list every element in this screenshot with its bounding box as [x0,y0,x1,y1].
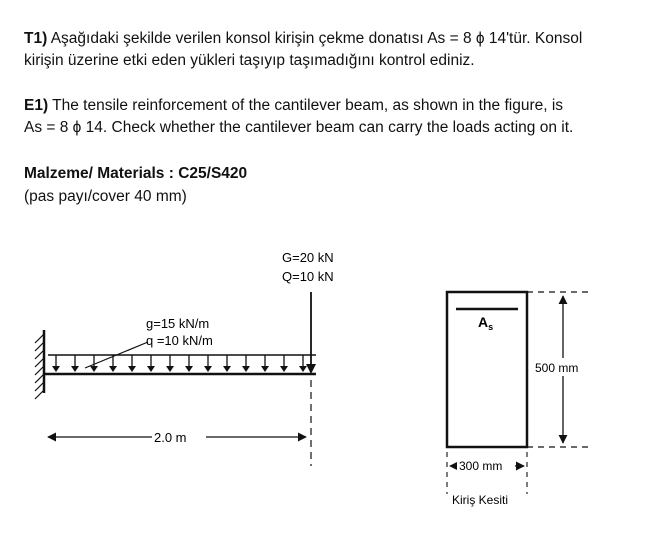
problem-en-line1: E1) The tensile reinforcement of the cantilever beam, as shown in the figure, is [24,97,564,114]
cover-note: (pas payı/cover 40 mm) [24,188,187,205]
height-label: 500 mm [535,361,579,375]
dist-load-q-label: q =10 kN/m [146,333,213,348]
problem-en-line2: As = 8 ϕ 14. Check whether the cantilever beam can carry the loads acting on it. [24,119,574,136]
problem-en-label: E1) [24,97,49,114]
wall-hatching [35,334,44,399]
cantilever-beam-diagram [35,250,334,466]
point-load-g-label: G=20 kN [282,250,334,265]
section-caption: Kiriş Kesiti [452,493,509,507]
width-label: 300 mm [459,459,503,473]
beam-cross-section [447,292,592,507]
point-load-q-label: Q=10 kN [282,269,334,284]
problem-tr-line2: kirişin üzerine etki eden yükleri taşıyıp taşımadığını kontrol ediniz. [24,52,475,69]
materials-label: Malzeme/ Materials : C25/S420 [24,165,248,182]
problem-tr-label: T1) [24,30,48,47]
steel-area-label: $A_s$ [478,314,494,332]
problem-tr-line1: T1) Aşağıdaki şekilde verilen konsol kirişin çekme donatısı As = 8 ϕ 14'tür. Konsol [24,30,583,47]
distributed-load-heads [52,366,307,372]
point-load-arrowhead [306,364,316,374]
dist-load-g-label: g=15 kN/m [146,316,210,331]
span-label: 2.0 m [154,430,187,445]
